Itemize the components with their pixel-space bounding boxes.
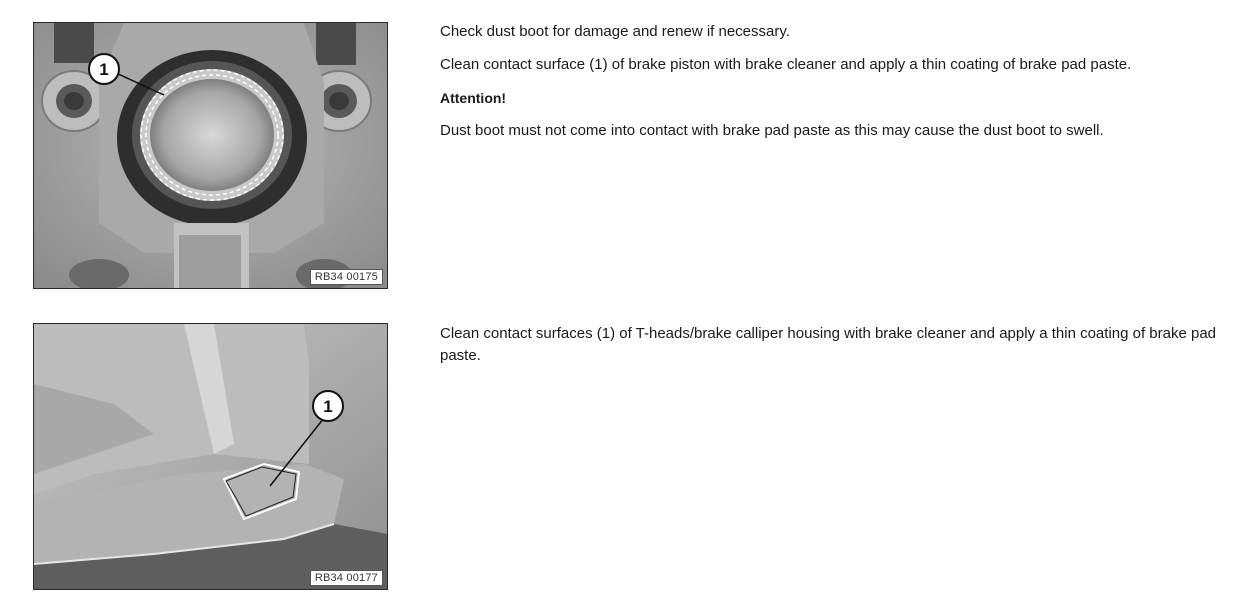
step-1-instructions xyxy=(440,21,1240,153)
t-head-illustration xyxy=(34,324,387,589)
callout-number: 1 xyxy=(323,397,333,416)
callout-number: 1 xyxy=(99,60,109,79)
figure-code: RB34 00177 xyxy=(310,570,383,586)
attention-heading: Attention! xyxy=(440,90,507,106)
figure-code: RB34 00175 xyxy=(310,269,383,285)
instruction-paragraph: Clean contact surfaces (1) of T-heads/brake calliper housing with brake cleaner and apply a thin coating of brake pad paste. xyxy=(440,325,1217,364)
attention-text: Dust boot must not come into contact with brake pad paste as this may cause the dust boot to swell. xyxy=(440,122,1104,139)
t-head-contact-figure xyxy=(33,323,388,590)
instruction-paragraph: Clean contact surface (1) of brake piston with brake cleaner and apply a thin coating of brake pad paste. xyxy=(440,56,1132,73)
instruction-paragraph: Check dust boot for damage and renew if necessary. xyxy=(440,23,790,40)
step-2-instructions xyxy=(440,323,1240,378)
brake-piston-figure xyxy=(33,22,388,289)
brake-piston-illustration xyxy=(34,23,387,288)
